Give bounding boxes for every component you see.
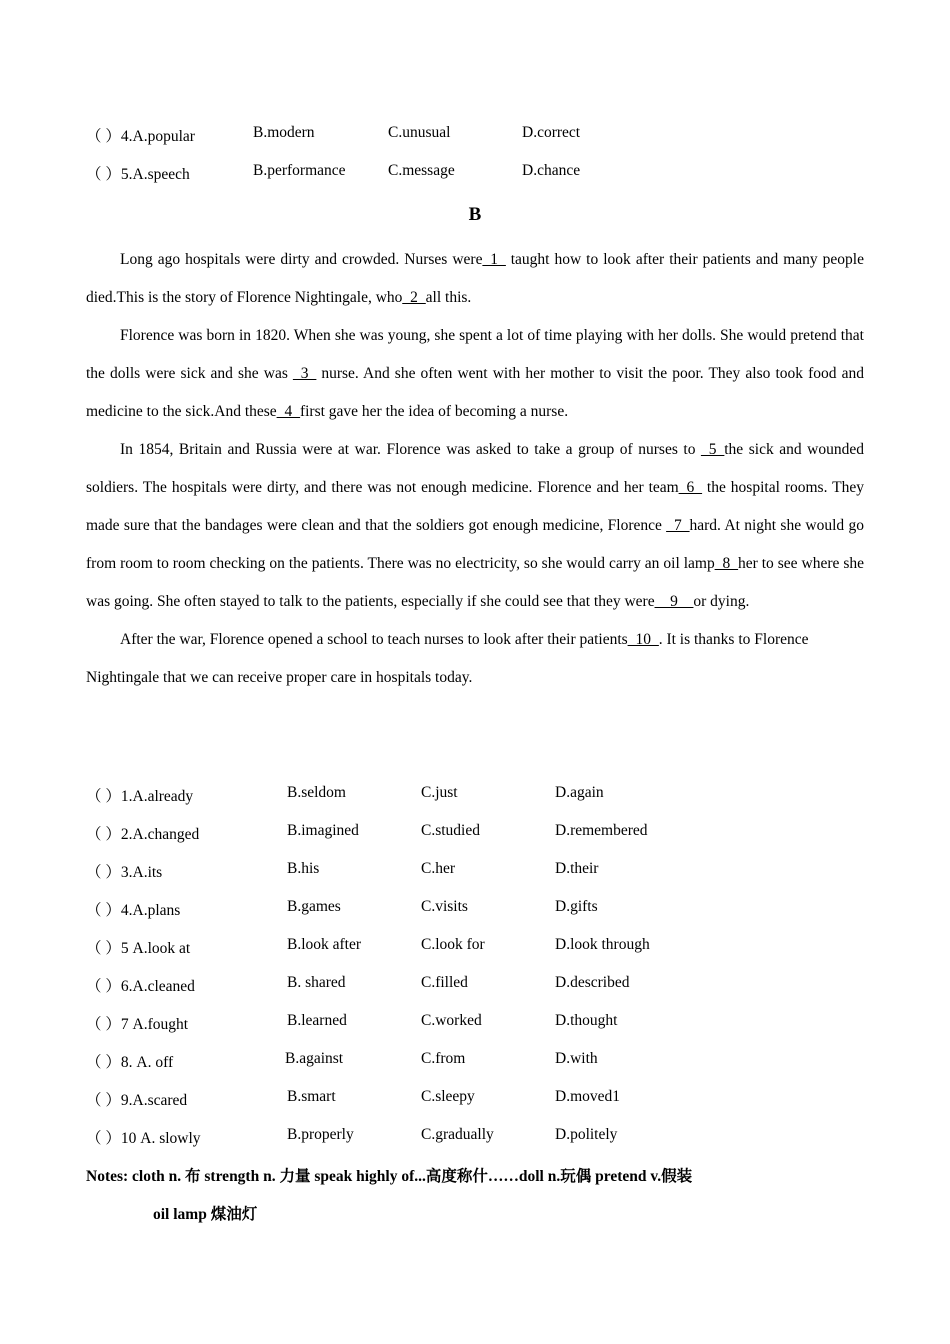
option-b: B.smart xyxy=(287,1088,336,1105)
paragraph-4: After the war, Florence opened a school to teach nurses to look after their patients_10_. It is thanks to Florence xyxy=(120,631,809,648)
option-d: D.thought xyxy=(555,1012,618,1029)
question-number: （ ）4.A.popular xyxy=(86,128,195,145)
blank-4: _4_ xyxy=(276,403,300,420)
option-c: C.visits xyxy=(421,898,468,915)
option-d: D.gifts xyxy=(555,898,598,915)
option-d: D.with xyxy=(555,1050,598,1067)
option-d: D.remembered xyxy=(555,822,648,839)
blank-10: _10_ xyxy=(627,631,659,648)
blank-9: __9__ xyxy=(654,593,694,610)
question-number: （ ）5 A.look at xyxy=(86,940,191,957)
option-b: B.imagined xyxy=(287,822,359,839)
option-c: C.look for xyxy=(421,936,485,953)
question-number: （ ）8. A. off xyxy=(86,1054,174,1071)
option-d: D.politely xyxy=(555,1126,618,1143)
paragraph-2: Florence was born in 1820. When she was young, she spent a lot of time playing with her dolls. She would pretend that the dolls were sick and she was _3_ nurse. And she often went with her mother to visit the poor. They also took food and medicine to the sick.And these_4_first gave her the idea of becoming a nurse. xyxy=(86,327,864,420)
option-b: B.his xyxy=(287,860,320,877)
blank-8: _8_ xyxy=(714,555,738,572)
option-b: B. shared xyxy=(287,974,346,991)
option-b: B.learned xyxy=(287,1012,347,1029)
option-c: C.message xyxy=(388,162,455,179)
option-d: D.moved1 xyxy=(555,1088,621,1105)
question-number: （ ）7 A.fought xyxy=(86,1016,189,1033)
option-c: C.worked xyxy=(421,1012,482,1029)
blank-2: _2_ xyxy=(402,289,426,306)
blank-6: _6_ xyxy=(678,479,702,496)
option-c: C.sleepy xyxy=(421,1088,475,1105)
paragraph-1: Long ago hospitals were dirty and crowded. Nurses were_1_ taught how to look after their patients and many people died.This is the story of Florence Nightingale, who_2_all this. xyxy=(86,251,864,306)
option-c: C.studied xyxy=(421,822,480,839)
option-d: D.look through xyxy=(555,936,650,953)
option-b: B.properly xyxy=(287,1126,354,1143)
blank-1: _1_ xyxy=(482,251,506,268)
option-c: C.filled xyxy=(421,974,468,991)
option-c: C.her xyxy=(421,860,456,877)
blank-7: _7_ xyxy=(666,517,690,534)
passage xyxy=(86,241,864,697)
option-c: C.just xyxy=(421,784,458,801)
option-c: C.from xyxy=(421,1050,466,1067)
notes-line-2: oil lamp 煤油灯 xyxy=(153,1206,258,1223)
option-d: D.correct xyxy=(522,124,581,141)
option-d: D.described xyxy=(555,974,630,991)
option-c: C.gradually xyxy=(421,1126,494,1143)
option-b: B.modern xyxy=(253,124,315,141)
question-number: （ ）2.A.changed xyxy=(86,826,200,843)
question-number: （ ）5.A.speech xyxy=(86,166,190,183)
option-c: C.unusual xyxy=(388,124,451,141)
option-b: B.against xyxy=(285,1050,344,1067)
option-b: B.games xyxy=(287,898,341,915)
blank-5: _5_ xyxy=(701,441,725,458)
option-b: B.look after xyxy=(287,936,362,953)
question-number: （ ）1.A.already xyxy=(86,788,194,805)
section-title: B xyxy=(468,204,482,225)
paragraph-3: In 1854, Britain and Russia were at war. Florence was asked to take a group of nurses to _5_the sick and wounded soldiers. The hospitals were dirty, and there was not enough medicine. Florence and her team_6_ the hospital rooms. They made sure that the bandages were clean and that the soldiers got enough medicine, Florence _7_hard. At night she would go from room to room checking on the patients. There was no electricity, so she would carry an oil lamp_8_her to see where she was going. She often stayed to talk to the patients, especially if she could see that they were__9__or dying. xyxy=(86,441,865,610)
blank-3: _3_ xyxy=(292,365,317,382)
paragraph-4-continued: Nightingale that we can receive proper care in hospitals today. xyxy=(86,669,473,686)
question-number: （ ）10 A. slowly xyxy=(86,1130,201,1147)
option-d: D.chance xyxy=(522,162,581,179)
option-b: B.performance xyxy=(253,162,346,179)
option-b: B.seldom xyxy=(287,784,346,801)
option-d: D.their xyxy=(555,860,599,877)
notes-line-1: Notes: cloth n. 布 strength n. 力量 speak highly of...高度称什……doll n.玩偶 pretend v.假装 xyxy=(86,1168,693,1185)
option-d: D.again xyxy=(555,784,604,801)
question-number: （ ）6.A.cleaned xyxy=(86,978,195,995)
question-number: （ ）4.A.plans xyxy=(86,902,181,919)
question-number: （ ）9.A.scared xyxy=(86,1092,188,1109)
question-number: （ ）3.A.its xyxy=(86,864,163,881)
